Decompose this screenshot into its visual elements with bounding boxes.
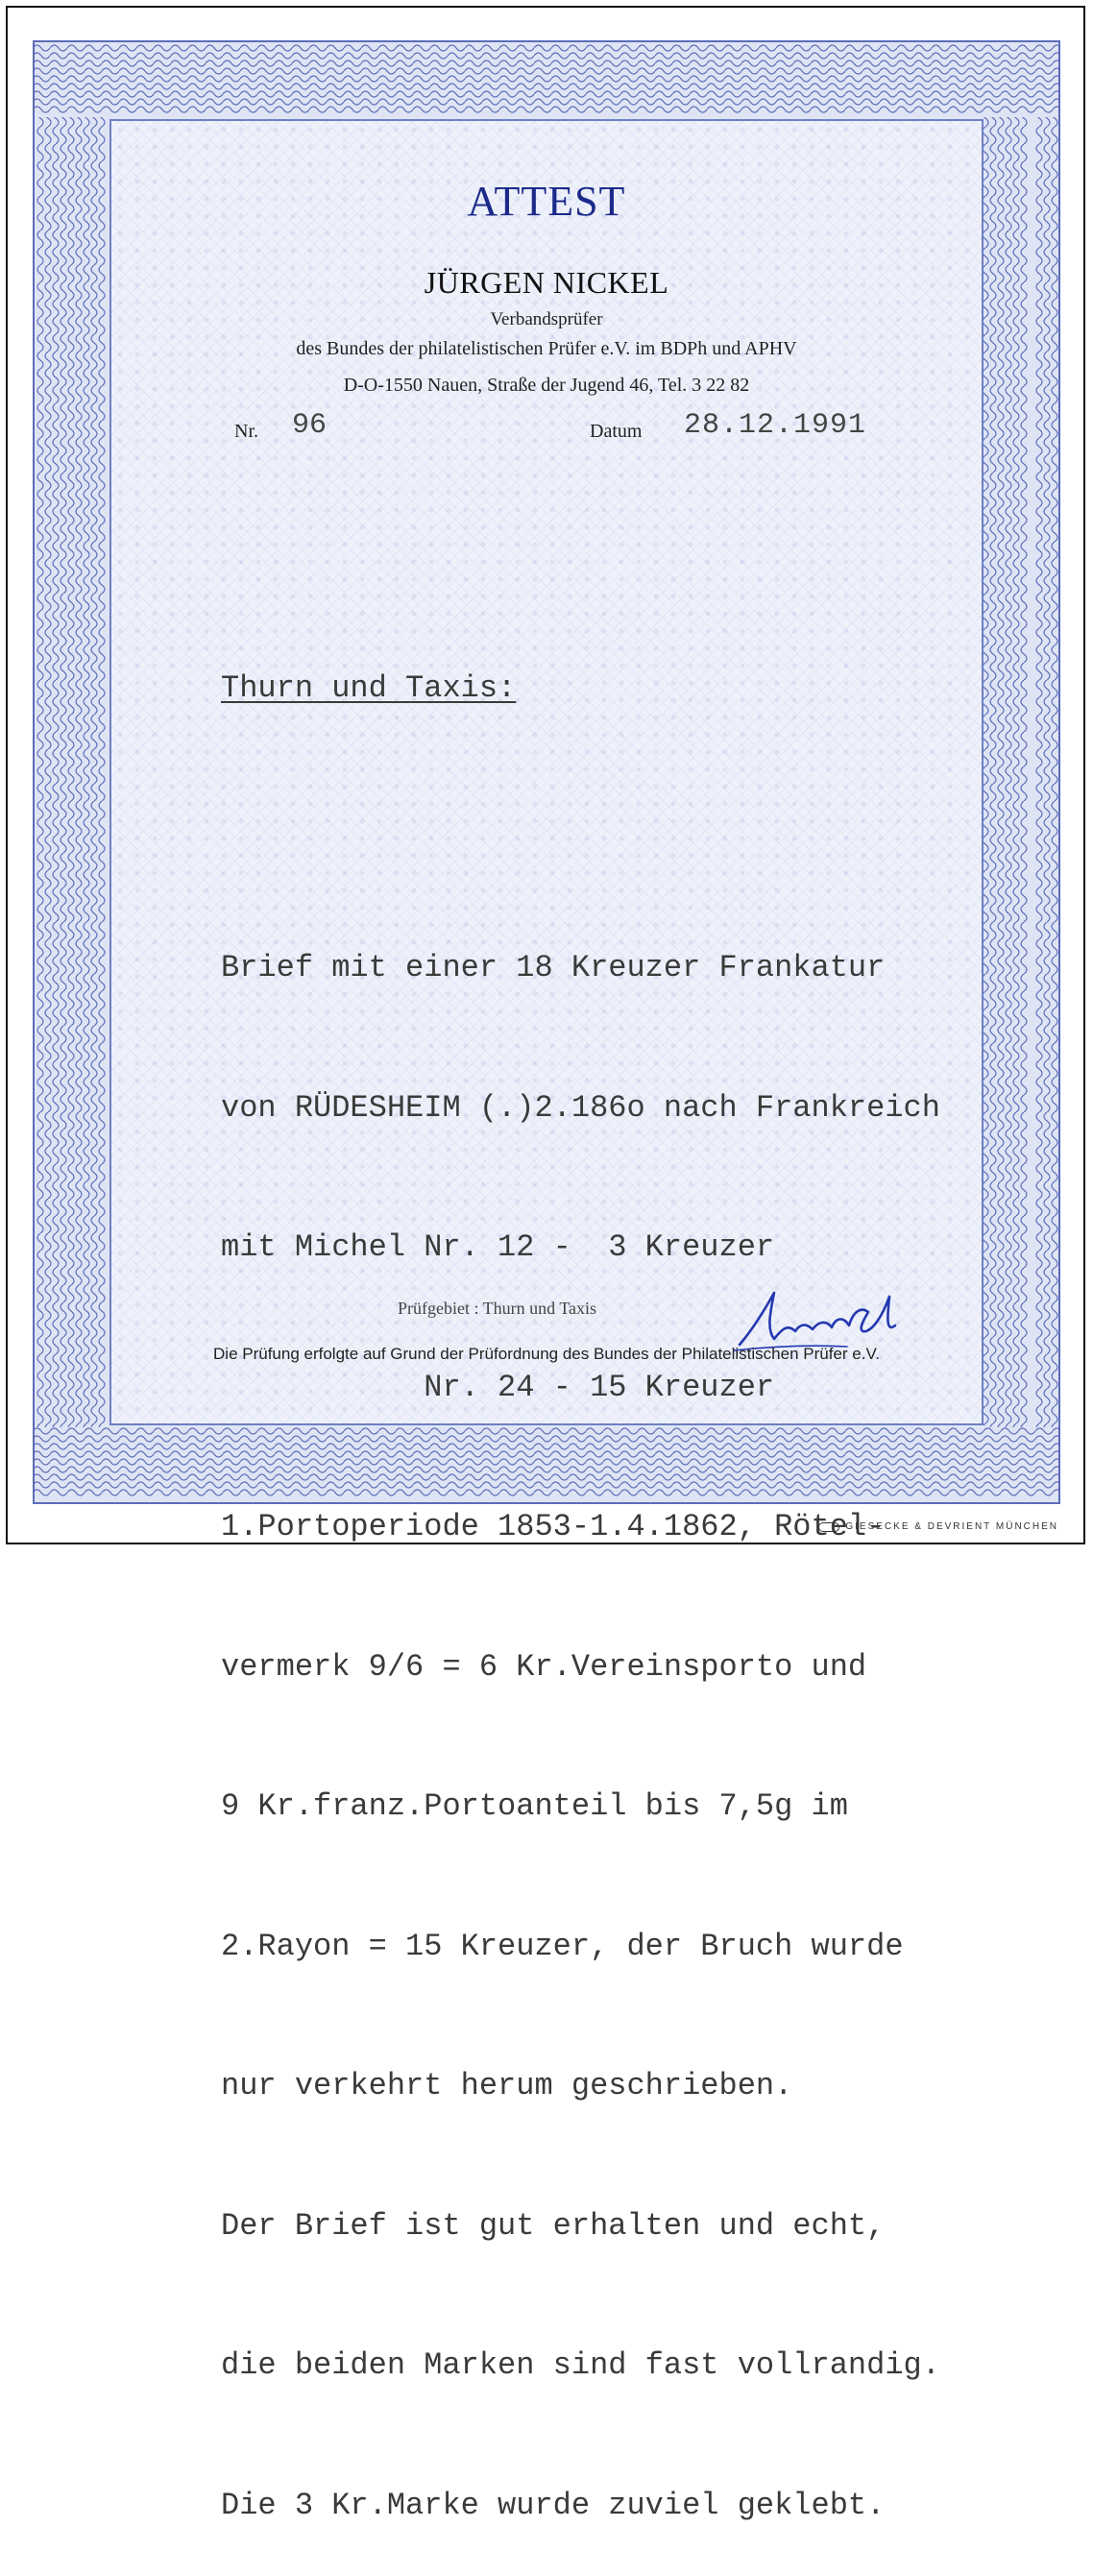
body-heading: Thurn und Taxis: [221, 670, 517, 706]
certificate-number: 96 [292, 409, 328, 442]
body-line: 1.Portoperiode 1853-1.4.1862, Rötel- [221, 1509, 886, 1544]
body-line: die beiden Marken sind fast vollrandig. [221, 2347, 940, 2383]
body-spacer [221, 806, 940, 853]
examiner-address: D-O-1550 Nauen, Straße der Jugend 46, Tel. 3 22 82 [343, 375, 750, 396]
printer-logo-icon [818, 1522, 839, 1532]
certificate-title: ATTEST [467, 178, 626, 225]
body-line: 9 Kr.franz.Portoanteil bis 7,5g im [221, 1788, 848, 1824]
examiner-association: des Bundes der philatelistischen Prüfer e.V. im BDPh und APHV [296, 338, 797, 359]
body-line: Die 3 Kr.Marke wurde zuviel geklebt. [221, 2487, 886, 2523]
body-line: vermerk 9/6 = 6 Kr.Vereinsporto und [221, 1648, 867, 1685]
body-line: mit Michel Nr. 12 - 3 Kreuzer [221, 1229, 775, 1265]
body-line: 2.Rayon = 15 Kreuzer, der Bruch wurde [221, 1928, 904, 1964]
certificate-date: 28.12.1991 [684, 409, 867, 442]
pruefgebiet-label: Prüfgebiet : Thurn und Taxis [398, 1299, 597, 1318]
examination-rule: Die Prüfung erfolgte auf Grund der Prüfordnung des Bundes der Philatelistischen Prüfer e.V. [213, 1345, 880, 1363]
printer-mark [818, 1521, 1058, 1532]
examiner-role: Verbandsprüfer [490, 309, 603, 329]
number-label: Nr. [234, 421, 258, 442]
examiner-name: JÜRGEN NICKEL [424, 265, 669, 300]
certificate-body [221, 572, 940, 2576]
body-line: Der Brief ist gut erhalten und echt, [221, 2207, 886, 2244]
body-line: Nr. 24 - 15 Kreuzer [221, 1369, 775, 1405]
printer-name: GIESECKE & DEVRIENT MÜNCHEN [845, 1521, 1058, 1532]
body-line: von RÜDESHEIM (.)2.186o nach Frankreich [221, 1089, 940, 1126]
body-line: nur verkehrt herum geschrieben. [221, 2068, 793, 2103]
date-label: Datum [590, 421, 643, 442]
body-line: Brief mit einer 18 Kreuzer Frankatur [221, 950, 886, 985]
